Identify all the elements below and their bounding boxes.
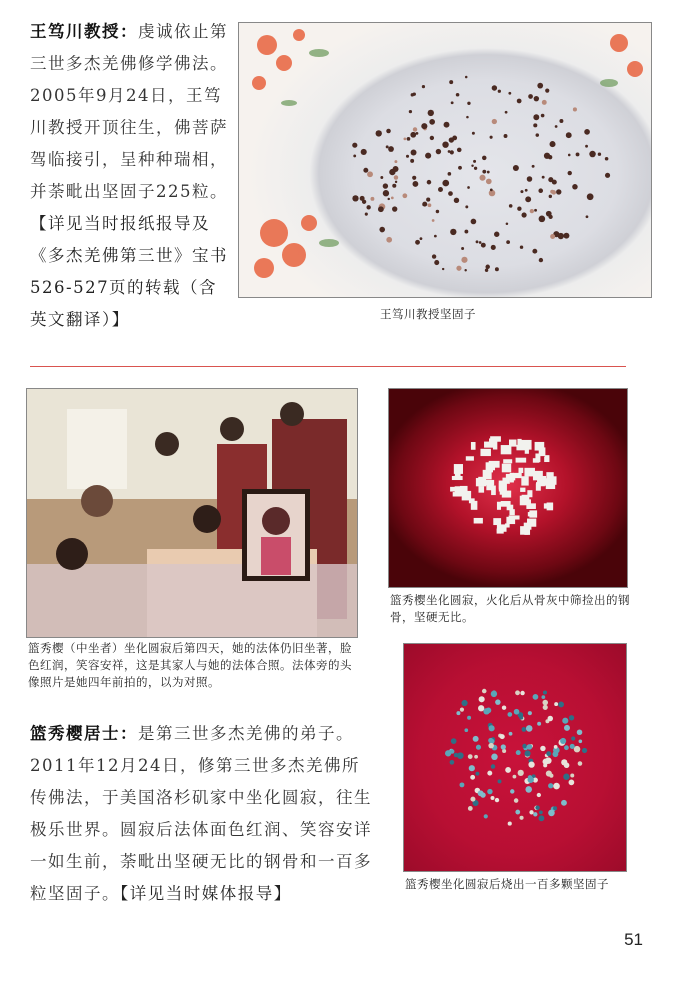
relics-plate-illustration — [239, 23, 651, 297]
section-divider — [30, 366, 626, 367]
photo1-caption: 王笃川教授坚固子 — [380, 307, 476, 321]
section1-paragraph — [30, 16, 235, 336]
bone-fragments-illustration — [389, 389, 627, 587]
section2-body: 是第三世多杰羌佛的弟子。2011年12月24日，修第三世多杰羌佛所传佛法，于美国洛杉矶家中坐化圆寂，往生极乐世界。圆寂后法体面色红润、笑容安详一如生前，荼毗出坚硬无比的钢骨和一百多粒坚固子。 — [30, 724, 372, 903]
section1-reference: 【详见当时报纸报导及《多杰羌佛第三世》宝书526-527页的转载（含英文翻译）】 — [30, 214, 228, 329]
relic-beads-photo — [403, 643, 627, 872]
photo4-caption: 篮秀樱坐化圆寂后烧出一百多颗坚固子 — [405, 877, 609, 891]
page-number: 51 — [624, 930, 643, 949]
relics-plate-photo — [238, 22, 652, 298]
section1-body: 虔诚依止第三世多杰羌佛修学佛法。2005年9月24日，王笃川教授开顶往生，佛菩萨驾临接引，呈种种瑞相，并荼毗出坚固子225粒。 — [30, 22, 228, 201]
photo3-caption: 篮秀樱坐化圆寂，火化后从骨灰中筛捡出的钢骨，坚硬无比。 — [390, 593, 630, 624]
section2-lead: 篮秀樱居士： — [30, 724, 138, 743]
bone-fragments-photo — [388, 388, 628, 588]
section2-reference: 【详见当时媒体报导】 — [120, 884, 292, 903]
family-group-photo — [26, 388, 358, 638]
section1-lead: 王笃川教授： — [30, 22, 138, 41]
section2-paragraph — [30, 718, 375, 910]
relic-beads-illustration — [404, 644, 626, 871]
family-group-illustration — [27, 389, 357, 637]
photo2-caption: 篮秀樱（中坐者）坐化圆寂后第四天，她的法体仍旧坐著，脸色红润，笑容安祥，这是其家人与她的法体合照。法体旁的头像照片是她四年前拍的，以为对照。 — [28, 641, 352, 689]
